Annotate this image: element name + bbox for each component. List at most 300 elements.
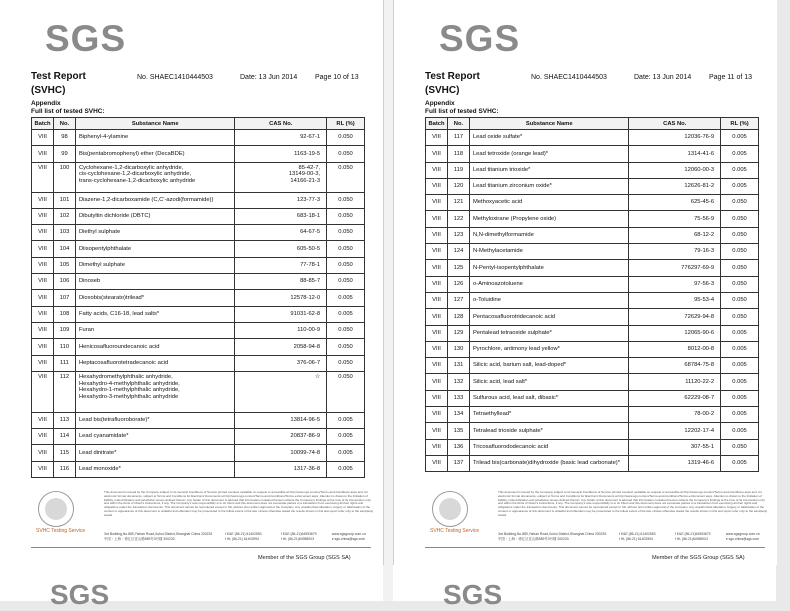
cas-number-cell: 776297-69-9 [629,260,721,276]
cas-number-cell: 11120-22-2 [629,374,721,390]
number-cell: 112 [53,371,75,412]
reporting-limit-cell: 0.005 [327,461,365,477]
address-block [104,532,374,542]
substance-name-cell: Henicosafluoroundecanoic acid [75,339,235,355]
table-row [32,290,365,306]
email: e sgs.china@sgs.com [331,537,366,541]
report-date: Date: 13 Jun 2014 [240,74,298,81]
table-row [32,429,365,445]
table-row [32,257,365,273]
reporting-limit-cell: 0.050 [327,355,365,371]
batch-cell: VIII [426,244,448,260]
batch-cell: VIII [426,195,448,211]
tel-hl: t HL (86-21) 61402594 [224,537,259,541]
cas-number-cell: 13814-96-5 [235,412,327,428]
address-line-2: 中国・上海・徐汇区宜山路889号3号楼 200233 [104,537,175,541]
substance-name-cell: Lead oxide sulfate* [469,130,629,146]
address-line-1: 3rd Building,No.889,Yishan Road,Xuhui District,Shanghai China 200233 [104,532,213,536]
cas-number-cell: 123-77-3 [235,192,327,208]
cas-number-cell: 91031-62-8 [235,306,327,322]
batch-cell: VIII [32,290,54,306]
table-row [426,260,759,276]
batch-cell: VIII [32,225,54,241]
table-row [426,146,759,162]
table-row [426,227,759,243]
cas-number-cell: 307-55-1 [629,439,721,455]
reporting-limit-cell: 0.050 [327,192,365,208]
cas-number-cell: 97-56-3 [629,276,721,292]
number-cell: 134 [447,407,469,423]
tel-ee: t E&E (86-21) 61402553 [224,532,262,536]
table-row [32,322,365,338]
substance-name-cell: Fatty acids, C16-18, lead salts* [75,306,235,322]
number-cell: 119 [447,162,469,178]
cas-number-cell: 72629-94-8 [629,309,721,325]
address-line-1: 3rd Building,No.889,Yishan Road,Xuhui District,Shanghai China 200233 [498,532,607,536]
cas-number-cell: 88-85-7 [235,274,327,290]
fax-ee: f E&E (86-21)64953679 [674,532,711,536]
report-page-11 [393,0,777,565]
number-cell: 132 [447,374,469,390]
report-title: Test Report [425,71,480,82]
reporting-limit-cell: 0.005 [721,390,759,406]
number-cell: 129 [447,325,469,341]
table-row [426,390,759,406]
substance-name-cell: Heptacosafluorotetradecanoic acid [75,355,235,371]
cas-number-cell: 79-16-3 [629,244,721,260]
number-cell: 106 [53,274,75,290]
substance-name-cell: Silicic acid, lead salt* [469,374,629,390]
sgs-logo-text: SGS [443,579,503,610]
table-row [32,208,365,224]
cas-number-cell: 12036-76-9 [629,130,721,146]
batch-cell: VIII [426,211,448,227]
tel-hl: t HL (86-21) 61402594 [618,537,653,541]
batch-cell: VIII [426,178,448,194]
table-row [32,146,365,162]
member-line: Member of the SGS Group (SGS SA) [652,555,745,561]
substance-name-cell: Lead dinitrate* [75,445,235,461]
number-cell: 111 [53,355,75,371]
number-cell: 125 [447,260,469,276]
table-row [32,371,365,412]
column-header: No. [447,118,469,130]
substance-name-cell: Diazene-1,2-dicarboxamide (C,C'-azodi(formamide)) [75,192,235,208]
table-body [426,130,759,472]
table-row [426,455,759,471]
table-row [32,241,365,257]
substance-name-cell: Silicic acid, barium salt, lead-doped* [469,358,629,374]
cas-number-cell: 95-53-4 [629,292,721,308]
table-row [32,339,365,355]
cas-number-cell: 605-50-5 [235,241,327,257]
reporting-limit-cell: 0.050 [721,227,759,243]
table-row [32,445,365,461]
number-cell: 107 [53,290,75,306]
table-row [32,225,365,241]
website: www.sgsgroup.com.cn [725,532,760,536]
table-row [32,274,365,290]
number-cell: 103 [53,225,75,241]
number-cell: 108 [53,306,75,322]
reporting-limit-cell: 0.050 [721,292,759,308]
cas-number-cell: 20837-86-9 [235,429,327,445]
cas-number-cell: 625-45-6 [629,195,721,211]
table-row [32,355,365,371]
substance-name-cell: Hexahydromethylphthalic anhydride, Hexahydro-4-methylphthalic anhydride, Hexahydro-1-methylphthalic anhydride, Hexahydro-3-methylphthalic anhydride [75,371,235,412]
cas-number-cell: 1163-19-5 [235,146,327,162]
sgs-logo-text: SGS [439,18,521,59]
cas-number-cell: 64-67-5 [235,225,327,241]
svhc-table [31,117,365,478]
batch-cell: VIII [426,292,448,308]
table-row [426,439,759,455]
substance-name-cell: N,N-dimethylformamide [469,227,629,243]
batch-cell: VIII [426,130,448,146]
table-row [426,178,759,194]
reporting-limit-cell: 0.050 [327,322,365,338]
number-cell: 118 [447,146,469,162]
column-header: CAS No. [629,118,721,130]
report-subtitle: (SVHC) [425,85,460,96]
cas-number-cell: 12065-90-6 [629,325,721,341]
batch-cell: VIII [426,423,448,439]
substance-name-cell: Dinoseb [75,274,235,290]
cas-number-cell: 2058-94-8 [235,339,327,355]
column-header: Batch [426,118,448,130]
substance-name-cell: Tetraethyllead* [469,407,629,423]
reporting-limit-cell: 0.005 [327,429,365,445]
number-cell: 131 [447,358,469,374]
number-cell: 104 [53,241,75,257]
number-cell: 122 [447,211,469,227]
batch-cell: VIII [32,130,54,146]
reporting-limit-cell: 0.050 [327,208,365,224]
table-row [32,306,365,322]
batch-cell: VIII [426,276,448,292]
reporting-limit-cell: 0.005 [327,306,365,322]
number-cell: 130 [447,341,469,357]
reporting-limit-cell: 0.005 [721,374,759,390]
sgs-seal-icon [38,491,74,527]
substance-name-cell: Tetralead trioxide sulphate* [469,423,629,439]
fax-hl: f HL (86-21)64958003 [280,537,314,541]
page-number: Page 11 of 13 [709,74,753,81]
cas-number-cell: 92-67-1 [235,130,327,146]
reporting-limit-cell: 0.005 [327,412,365,428]
table-header-row [426,118,759,130]
reporting-limit-cell: 0.050 [721,439,759,455]
reporting-limit-cell: 0.050 [721,309,759,325]
substance-name-cell: Diethyl sulphate [75,225,235,241]
substance-name-cell: Trilead bis(carbonate)dihydroxide (basic lead carbonate)* [469,455,629,471]
substance-name-cell: Lead bis(tetrafluoroborate)* [75,412,235,428]
batch-cell: VIII [426,455,448,471]
batch-cell: VIII [426,309,448,325]
batch-cell: VIII [32,192,54,208]
reporting-limit-cell: 0.050 [327,339,365,355]
number-cell: 128 [447,309,469,325]
table-row [426,374,759,390]
batch-cell: VIII [426,374,448,390]
cas-number-cell: 110-00-9 [235,322,327,338]
batch-cell: VIII [426,390,448,406]
number-cell: 114 [53,429,75,445]
seal-label: SVHC Testing Service [36,528,86,534]
batch-cell: VIII [426,162,448,178]
sgs-seal-icon [432,491,468,527]
batch-cell: VIII [426,146,448,162]
column-header: Substance Name [75,118,235,130]
column-header: Substance Name [469,118,629,130]
cas-number-cell: 77-78-1 [235,257,327,273]
batch-cell: VIII [32,162,54,192]
page-gap [383,0,393,601]
reporting-limit-cell: 0.050 [327,257,365,273]
column-header: Batch [32,118,54,130]
number-cell: 113 [53,412,75,428]
cas-number-cell: 1319-46-6 [629,455,721,471]
member-line: Member of the SGS Group (SGS SA) [258,555,351,561]
sgs-logo [45,17,125,61]
number-cell: 99 [53,146,75,162]
number-cell: 120 [447,178,469,194]
cas-number-cell: 376-06-7 [235,355,327,371]
batch-cell: VIII [426,227,448,243]
table-row [426,309,759,325]
number-cell: 116 [53,461,75,477]
batch-cell: VIII [32,306,54,322]
table-row [32,192,365,208]
cas-number-cell: 12202-17-4 [629,423,721,439]
next-page-right [393,565,776,610]
substance-name-cell: o-Aminoazotoluene [469,276,629,292]
reporting-limit-cell: 0.005 [721,358,759,374]
batch-cell: VIII [426,358,448,374]
report-date: Date: 13 Jun 2014 [634,74,692,81]
cas-number-cell: 10099-74-8 [235,445,327,461]
number-cell: 102 [53,208,75,224]
batch-cell: VIII [32,355,54,371]
page-number: Page 10 of 13 [315,74,359,81]
footer-rule [31,547,371,548]
batch-cell: VIII [32,461,54,477]
batch-cell: VIII [32,241,54,257]
table-body [32,130,365,478]
sgs-logo-text: SGS [45,18,127,59]
column-header: CAS No. [235,118,327,130]
number-cell: 115 [53,445,75,461]
table-row [426,358,759,374]
seal-label: SVHC Testing Service [430,528,480,534]
table-row [426,195,759,211]
number-cell: 98 [53,130,75,146]
number-cell: 117 [447,130,469,146]
column-header: RL (%) [721,118,759,130]
substance-name-cell: Lead titanium trioxide* [469,162,629,178]
reporting-limit-cell: 0.005 [721,325,759,341]
report-number: No. SHAEC1410444503 [137,74,213,81]
table-row [426,423,759,439]
reporting-limit-cell: 0.005 [721,146,759,162]
batch-cell: VIII [32,274,54,290]
substance-name-cell: Methyloxirane (Propylene oxide) [469,211,629,227]
table-row [32,461,365,477]
column-header: RL (%) [327,118,365,130]
fine-print: This document is issued by the Company subject to its General Conditions of Service printed overleaf, available on request or accessible at http://www.sgs.com/en/Terms-and-Conditions.aspx and, for electronic format documents, subject to Terms and Conditions for Electronic Documents at http://www.sgs.com/en/Terms-and-Conditions/Terms-e-Document.aspx. Attention is drawn to the limitation of liability, indemnification and jurisdiction issues defined therein. Any holder of this document is advised that information contained hereon reflects the Company's findings at the time of its intervention only and within the limits of Client's instructions, if any. The Company's sole responsibility is to its Client and this document does not exonerate parties to a transaction from exercising all their rights and obligations under the transaction documents. This document cannot be reproduced except in full, without prior written approval of the Company. Any unauthorized alteration, forgery or falsification of the content or appearance of this document is unlawful and offenders may be prosecuted to the fullest extent of the law. Unless otherwise stated the results shown in this test report refer only to the sample(s) tested. [104,491,374,517]
number-cell: 126 [447,276,469,292]
column-header: No. [53,118,75,130]
table-row [426,292,759,308]
email: e sgs.china@sgs.com [725,537,760,541]
cas-number-cell: 12626-81-2 [629,178,721,194]
number-cell: 123 [447,227,469,243]
cas-number-cell: 1317-36-8 [235,461,327,477]
substance-name-cell: Dioxobis(stearato)trilead* [75,290,235,306]
reporting-limit-cell: 0.005 [721,341,759,357]
number-cell: 109 [53,322,75,338]
substance-name-cell: N-Methylacetamide [469,244,629,260]
cas-number-cell: ☆ [235,371,327,412]
reporting-limit-cell: 0.005 [327,290,365,306]
number-cell: 105 [53,257,75,273]
website: www.sgsgroup.com.cn [331,532,366,536]
reporting-limit-cell: 0.005 [721,130,759,146]
batch-cell: VIII [426,341,448,357]
substance-name-cell: Furan [75,322,235,338]
table-row [426,325,759,341]
reporting-limit-cell: 0.050 [721,244,759,260]
cas-number-cell: 75-56-9 [629,211,721,227]
reporting-limit-cell: 0.050 [721,195,759,211]
report-page-10 [0,0,384,565]
reporting-limit-cell: 0.050 [327,274,365,290]
table-row [32,130,365,146]
substance-name-cell: Dibutyltin dichloride (DBTC) [75,208,235,224]
substance-name-cell: Bis(pentabromophenyl) ether (DecaBDE) [75,146,235,162]
table-row [426,162,759,178]
reporting-limit-cell: 0.005 [721,407,759,423]
substance-name-cell: Pentalead tetraoxide sulphate* [469,325,629,341]
reporting-limit-cell: 0.050 [721,260,759,276]
substance-name-cell: Pyrochlore, antimony lead yellow* [469,341,629,357]
batch-cell: VIII [32,412,54,428]
svhc-table [425,117,759,472]
number-cell: 101 [53,192,75,208]
cas-number-cell: 85-42-7, 13149-00-3, 14166-21-3 [235,162,327,192]
number-cell: 127 [447,292,469,308]
address-block [498,532,768,542]
substance-name-cell: Methoxyacetic acid [469,195,629,211]
fax-ee: f E&E (86-21)64953679 [280,532,317,536]
substance-name-cell: Dimethyl sulphate [75,257,235,273]
substance-name-cell: Pentacosafluorotridecanoic acid [469,309,629,325]
table-row [426,341,759,357]
reporting-limit-cell: 0.005 [721,455,759,471]
table-row [426,407,759,423]
fax-hl: f HL (86-21)64958003 [674,537,708,541]
table-row [426,244,759,260]
cas-number-cell: 78-00-2 [629,407,721,423]
number-cell: 100 [53,162,75,192]
appendix-heading: Appendix [425,100,455,107]
reporting-limit-cell: 0.005 [327,445,365,461]
reporting-limit-cell: 0.050 [721,211,759,227]
number-cell: 121 [447,195,469,211]
sgs-logo-text: SGS [50,579,110,610]
batch-cell: VIII [426,260,448,276]
batch-cell: VIII [32,445,54,461]
substance-name-cell: N-Pentyl-isopentylphthalate [469,260,629,276]
reporting-limit-cell: 0.005 [721,423,759,439]
batch-cell: VIII [32,146,54,162]
reporting-limit-cell: 0.005 [721,162,759,178]
substance-name-cell: Lead cyanamidate* [75,429,235,445]
cas-number-cell: 683-18-1 [235,208,327,224]
appendix-heading: Appendix [31,100,61,107]
reporting-limit-cell: 0.050 [721,276,759,292]
substance-name-cell: Lead titanium zirconium oxide* [469,178,629,194]
batch-cell: VIII [32,339,54,355]
reporting-limit-cell: 0.050 [327,162,365,192]
sgs-logo [439,17,519,61]
reporting-limit-cell: 0.050 [327,146,365,162]
substance-name-cell: Tricosafluorododecanoic acid [469,439,629,455]
reporting-limit-cell: 0.050 [327,241,365,257]
substance-name-cell: Diisopentylphthalate [75,241,235,257]
table-row [32,412,365,428]
cas-number-cell: 12060-00-3 [629,162,721,178]
report-title: Test Report [31,71,86,82]
cas-number-cell: 1314-41-6 [629,146,721,162]
number-cell: 135 [447,423,469,439]
batch-cell: VIII [32,257,54,273]
number-cell: 124 [447,244,469,260]
substance-name-cell: o-Toluidine [469,292,629,308]
substance-name-cell: Cyclohexane-1,2-dicarboxylic anhydride, cis-cyclohexane-1,2-dicarboxylic anhydride, trans-cyclohexane-1,2-dicarboxylic anhydride [75,162,235,192]
table-row [426,211,759,227]
full-list-heading: Full list of tested SVHC: [31,108,105,115]
substance-name-cell: Lead monoxide* [75,461,235,477]
substance-name-cell: Lead tetroxide (orange lead)* [469,146,629,162]
batch-cell: VIII [426,407,448,423]
number-cell: 137 [447,455,469,471]
substance-name-cell: Biphenyl-4-ylamine [75,130,235,146]
reporting-limit-cell: 0.050 [327,371,365,412]
reporting-limit-cell: 0.050 [327,225,365,241]
batch-cell: VIII [32,208,54,224]
fine-print: This document is issued by the Company subject to its General Conditions of Service printed overleaf, available on request or accessible at http://www.sgs.com/en/Terms-and-Conditions.aspx and, for electronic format documents, subject to Terms and Conditions for Electronic Documents at http://www.sgs.com/en/Terms-and-Conditions/Terms-e-Document.aspx. Attention is drawn to the limitation of liability, indemnification and jurisdiction issues defined therein. Any holder of this document is advised that information contained hereon reflects the Company's findings at the time of its intervention only and within the limits of Client's instructions, if any. The Company's sole responsibility is to its Client and this document does not exonerate parties to a transaction from exercising all their rights and obligations under the transaction documents. This document cannot be reproduced except in full, without prior written approval of the Company. Any unauthorized alteration, forgery or falsification of the content or appearance of this document is unlawful and offenders may be prosecuted to the fullest extent of the law. Unless otherwise stated the results shown in this test report refer only to the sample(s) tested. [498,491,768,517]
next-page-left [0,565,383,610]
reporting-limit-cell: 0.050 [327,130,365,146]
table-header-row [32,118,365,130]
batch-cell: VIII [32,429,54,445]
table-row [426,130,759,146]
tel-ee: t E&E (86-21) 61402553 [618,532,656,536]
cas-number-cell: 8012-00-8 [629,341,721,357]
cas-number-cell: 62229-08-7 [629,390,721,406]
substance-name-cell: Sulfurous acid, lead salt, dibasic* [469,390,629,406]
batch-cell: VIII [426,439,448,455]
table-row [426,276,759,292]
batch-cell: VIII [32,322,54,338]
reporting-limit-cell: 0.005 [721,178,759,194]
report-subtitle: (SVHC) [31,85,66,96]
cas-number-cell: 12578-12-0 [235,290,327,306]
table-row [32,162,365,192]
footer-rule [425,547,765,548]
address-line-2: 中国・上海・徐汇区宜山路889号3号楼 200233 [498,537,569,541]
